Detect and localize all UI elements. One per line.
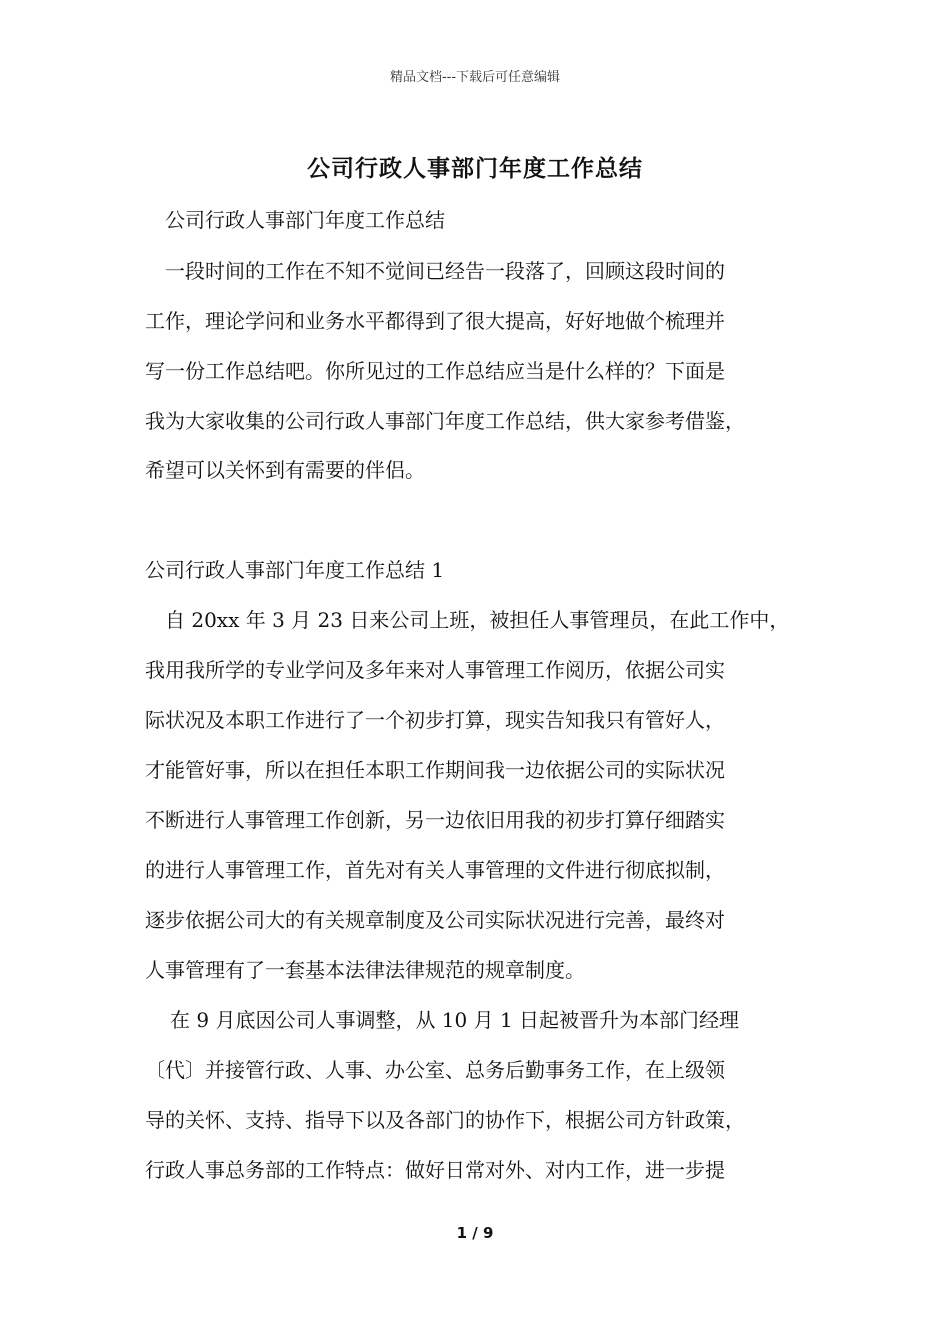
paragraph-line: 一段时间的工作在不知不觉间已经告一段落了，回顾这段时间的 bbox=[165, 259, 725, 283]
paragraph-line: 导的关怀、支持、指导下以及各部门的协作下，根据公司方针政策， bbox=[145, 1108, 745, 1132]
paragraph-line: 才能管好事，所以在担任本职工作期间我一边依据公司的实际状况 bbox=[145, 758, 725, 782]
paragraph-line: 人事管理有了一套基本法律法律规范的规章制度。 bbox=[145, 958, 585, 982]
paragraph-line: 写一份工作总结吧。你所见过的工作总结应当是什么样的？下面是 bbox=[145, 359, 725, 383]
paragraph-line: 我为大家收集的公司行政人事部门年度工作总结，供大家参考借鉴， bbox=[145, 409, 745, 433]
section-heading: 公司行政人事部门年度工作总结 1 bbox=[145, 558, 445, 582]
subtitle-line: 公司行政人事部门年度工作总结 bbox=[165, 208, 445, 232]
paragraph-line: 〔代〕并接管行政、人事、办公室、总务后勤事务工作，在上级领 bbox=[145, 1058, 725, 1082]
paragraph-line: 逐步依据公司大的有关规章制度及公司实际状况进行完善，最终对 bbox=[145, 908, 725, 932]
paragraph-line: 行政人事总务部的工作特点：做好日常对外、对内工作，进一步提 bbox=[145, 1158, 725, 1182]
paragraph-line: 在 9 月底因公司人事调整，从 10 月 1 日起被晋升为本部门经理 bbox=[170, 1008, 740, 1032]
paragraph-line: 工作，理论学问和业务水平都得到了很大提高，好好地做个梳理并 bbox=[145, 309, 725, 333]
paragraph-line: 不断进行人事管理工作创新，另一边依旧用我的初步打算仔细踏实 bbox=[145, 808, 725, 832]
paragraph-line: 际状况及本职工作进行了一个初步打算，现实告知我只有管好人， bbox=[145, 708, 725, 732]
paragraph-line: 的进行人事管理工作，首先对有关人事管理的文件进行彻底拟制， bbox=[145, 858, 725, 882]
paragraph-line: 自 20xx 年 3 月 23 日来公司上班，被担任人事管理员，在此工作中， bbox=[165, 608, 790, 632]
page-number: 1 / 9 bbox=[456, 1224, 494, 1242]
document-title: 公司行政人事部门年度工作总结 bbox=[307, 155, 643, 182]
page-header: 精品文档---下载后可任意编辑 bbox=[389, 70, 561, 85]
paragraph-line: 我用我所学的专业学问及多年来对人事管理工作阅历，依据公司实 bbox=[145, 658, 725, 682]
paragraph-line: 希望可以关怀到有需要的伴侣。 bbox=[145, 458, 425, 482]
